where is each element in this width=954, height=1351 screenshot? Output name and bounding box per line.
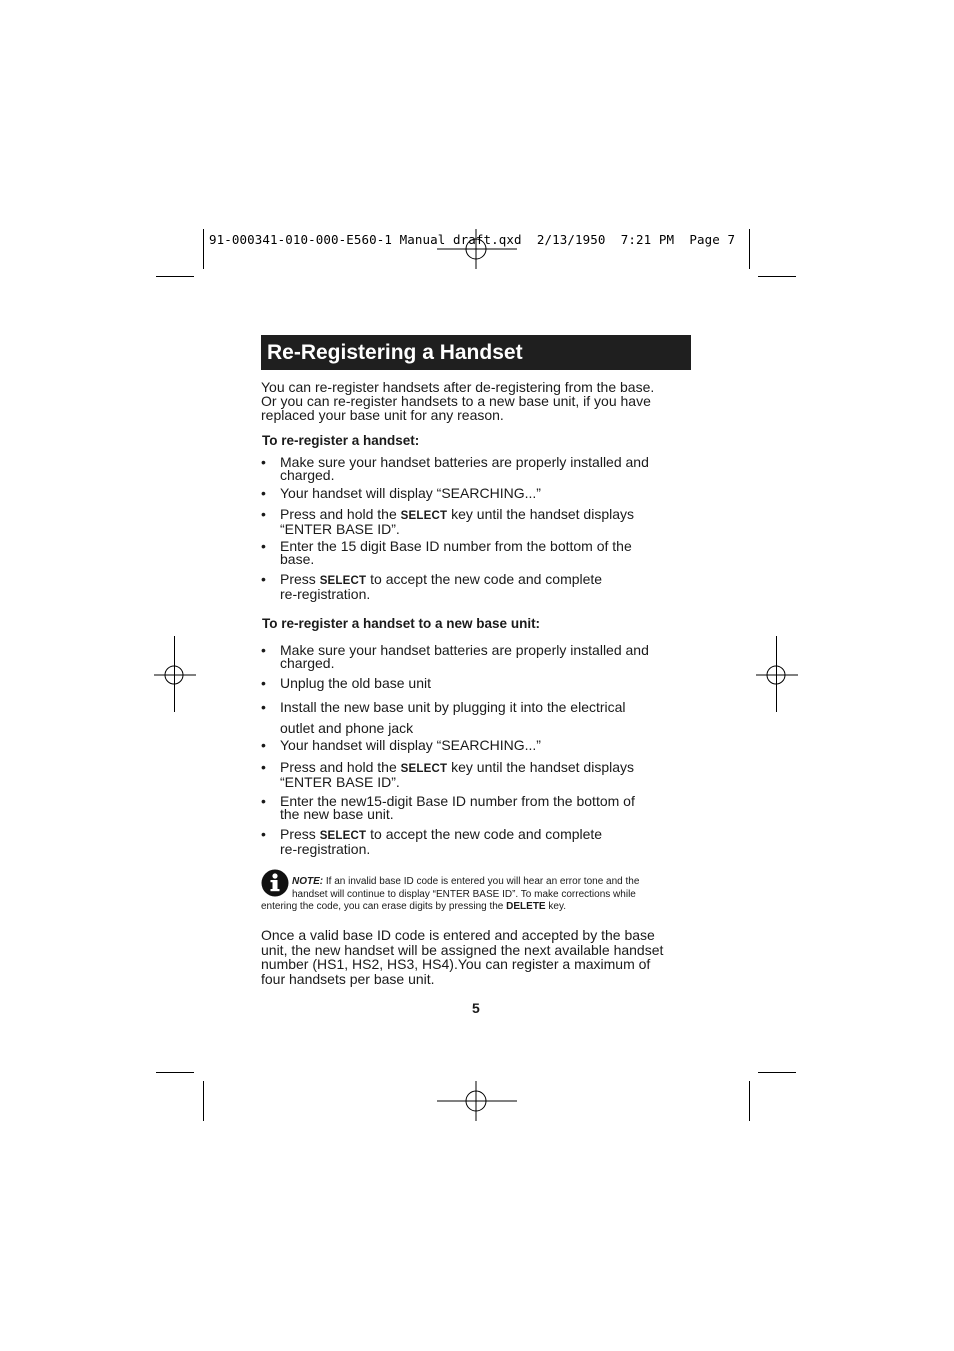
bullet-dot: • [261, 699, 266, 715]
item-line: re-registration. [280, 841, 371, 857]
page-number: 5 [472, 1000, 480, 1016]
note-line: key. [545, 901, 566, 912]
closing-line: Once a valid base ID code is entered and accepted by the base [261, 927, 655, 943]
closing-line: unit, the new handset will be assigned the next available handset [261, 941, 664, 958]
bullet-dot: • [261, 454, 266, 470]
item-line: Unplug the old base unit [280, 675, 431, 691]
note-label: NOTE: [292, 876, 324, 887]
intro-paragraph [261, 380, 691, 422]
item-text: Press and hold the [280, 506, 401, 522]
select-key-label: SELECT [319, 575, 367, 587]
note-line: If an invalid base ID code is entered you will hear an error tone and the [323, 876, 640, 887]
page-title: Re-Registering a Handset [267, 341, 523, 364]
item-line: the new base unit. [280, 806, 394, 822]
closing-line: number (HS1, HS2, HS3, HS4).You can register a maximum of [261, 956, 651, 972]
section1-heading: To re-register a handset: [262, 433, 420, 448]
note-line: entering the code, you can erase digits by pressing the [261, 901, 507, 912]
crop-mark [749, 1081, 750, 1121]
item-line: outlet and phone jack [280, 720, 414, 736]
crop-mark [156, 276, 194, 277]
item-line: Your handset will display “SEARCHING...” [280, 485, 541, 501]
crop-mark [758, 1072, 796, 1073]
item-line: Enter the new15-digit Base ID number from the bottom of [280, 793, 635, 809]
item-line: Your handset will display “SEARCHING...” [280, 737, 541, 753]
closing-paragraph [261, 928, 701, 986]
note-block [261, 876, 691, 914]
select-key-label: SELECT [319, 830, 367, 842]
bullet-dot: • [261, 485, 266, 501]
item-text: key until the handset displays [447, 506, 634, 522]
select-key-label: SELECT [400, 510, 448, 522]
registration-mark [154, 664, 196, 686]
crop-mark [749, 229, 750, 269]
item-line: re-registration. [280, 586, 371, 602]
item-line: Enter the 15 digit Base ID number from the bottom of the [280, 538, 632, 554]
item-line: Install the new base unit by plugging it into the electrical [280, 699, 626, 715]
bullet-dot: • [261, 675, 266, 691]
note-line: handset will continue to display “ENTER BASE ID”. To make corrections while [292, 888, 636, 900]
bullet-dot: • [261, 826, 266, 842]
bullet-dot: • [261, 759, 266, 775]
item-text: to accept the new code and complete [366, 826, 603, 842]
crop-mark [758, 276, 796, 277]
closing-line: four handsets per base unit. [261, 970, 435, 987]
item-text: Press [280, 571, 320, 587]
crop-mark [156, 1072, 194, 1073]
title-bar [261, 335, 691, 370]
crop-mark [203, 1081, 204, 1121]
bullet-dot: • [261, 737, 266, 753]
bullet-dot: • [261, 538, 266, 554]
select-key-label: SELECT [400, 763, 448, 775]
file-slug: 91-000341-010-000-E560-1 Manual draft.qxd 2/13/1950 7:21 PM Page 7 [209, 232, 736, 247]
item-line: charged. [280, 467, 335, 483]
item-line: “ENTER BASE ID”. [280, 521, 400, 537]
item-line: base. [280, 551, 315, 567]
crop-mark [203, 229, 204, 269]
bullet-dot: • [261, 793, 266, 809]
item-text: to accept the new code and complete [366, 571, 603, 587]
registration-mark [756, 664, 798, 686]
item-text: Press and hold the [280, 759, 401, 775]
section2-heading: To re-register a handset to a new base unit: [262, 616, 541, 631]
delete-key-label: DELETE [506, 901, 546, 912]
intro-line: You can re-register handsets after de-registering from the base. [261, 379, 655, 395]
intro-line: Or you can re-register handsets to a new base unit, if you have [261, 393, 651, 409]
item-line: Make sure your handset batteries are properly installed and [280, 642, 649, 658]
bullet-dot: • [261, 571, 266, 587]
item-line: Make sure your handset batteries are properly installed and [280, 454, 649, 470]
item-line: “ENTER BASE ID”. [280, 774, 400, 790]
item-text: key until the handset displays [447, 759, 634, 775]
bullet-dot: • [261, 642, 266, 658]
item-line: charged. [280, 655, 335, 671]
intro-line: replaced your base unit for any reason. [261, 407, 504, 423]
registration-mark [437, 1081, 517, 1121]
bullet-dot: • [261, 506, 266, 522]
item-text: Press [280, 826, 320, 842]
